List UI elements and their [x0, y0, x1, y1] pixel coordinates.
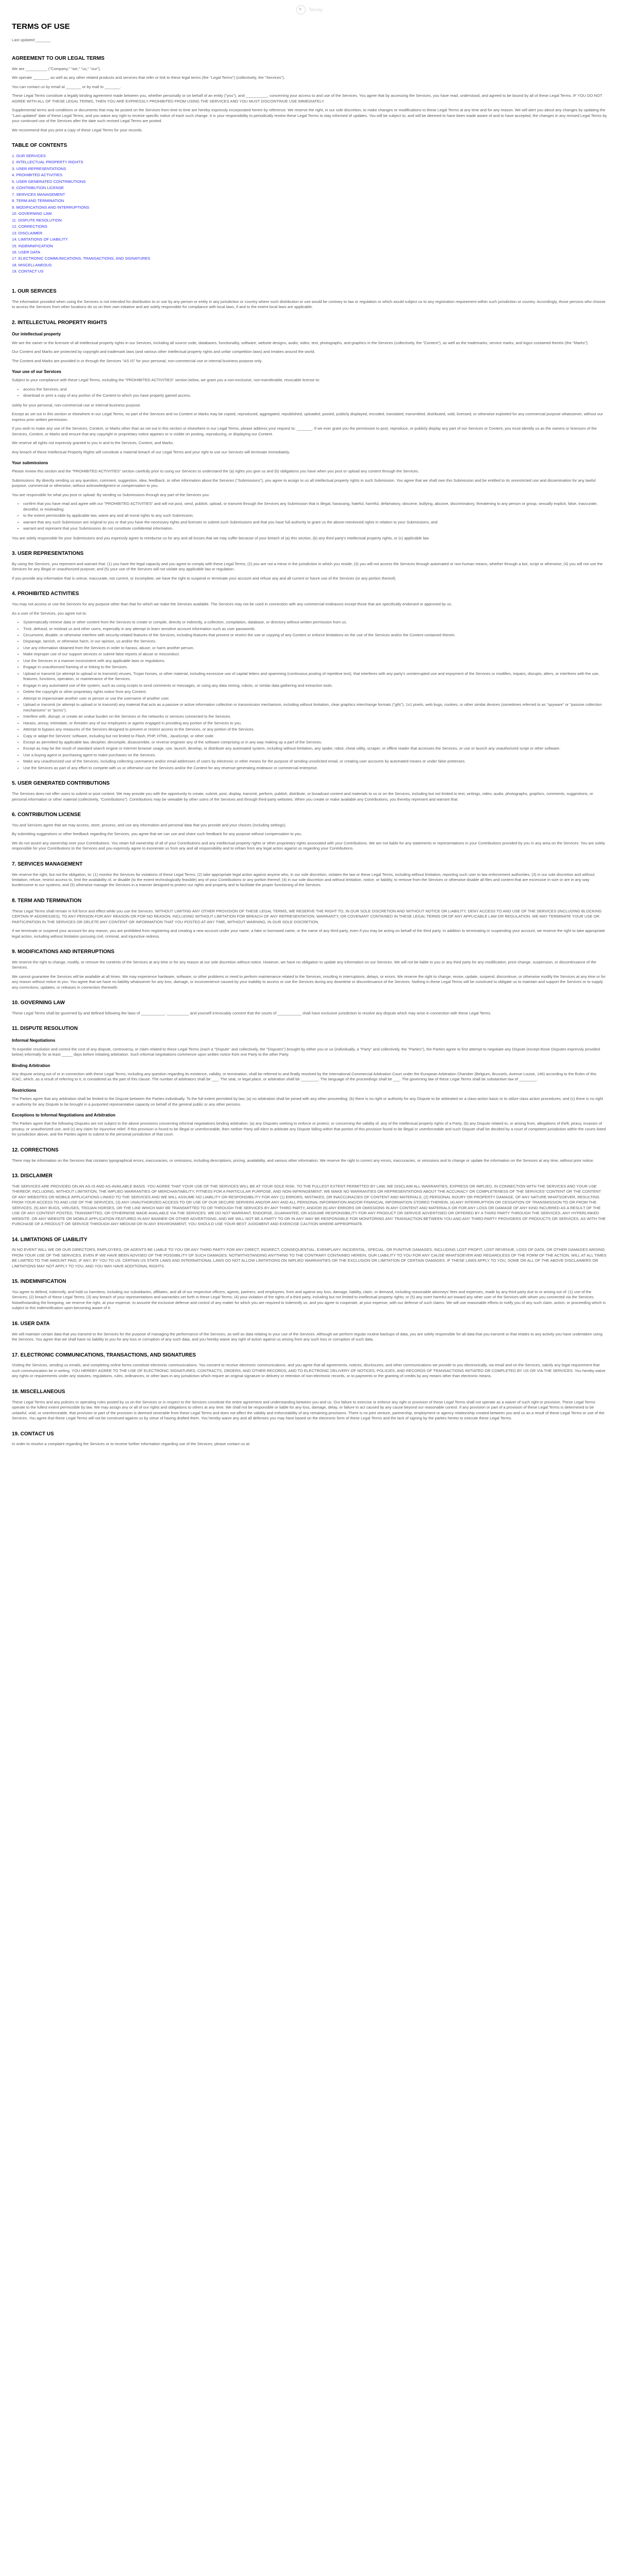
- toc-link[interactable]: 9. MODIFICATIONS AND INTERRUPTIONS: [12, 205, 90, 210]
- bullet-list: [12, 387, 607, 399]
- section-user-representations: [12, 550, 607, 581]
- section-heading: 17. ELECTRONIC COMMUNICATIONS, TRANSACTIONS, AND SIGNATURES: [12, 1352, 196, 1358]
- section-corrections: [12, 1147, 607, 1163]
- toc-link[interactable]: 10. GOVERNING LAW: [12, 211, 52, 216]
- paragraph: You and Services agree that we may access, store, process, and use any information and personal data that you provide and your choices (including settings).: [12, 822, 287, 827]
- list-item: • Engage in any automated use of the system, such as using scripts to send comments or messages, or using any data mining, robots, or similar data gathering and extraction tools.: [23, 683, 607, 688]
- list-item: • warrant and represent that your Submissions do not constitute confidential information.: [23, 526, 607, 531]
- paragraph: The Parties agree that the following Disputes are not subject to the above provisions concerning informal negotiations binding arbitration: (a) any Disputes seeking to enforce or protect, or concerning the validity of, any of the intellectual property rights of a Party; (b) any Dispute related to, or arising from, allegations of theft, piracy, invasion of privacy, or unauthorized use; and (c) any claim for injunctive relief. If this provision is found to be illegal or unenforceable, then neither Party will elect to arbitrate any Dispute falling within that portion of this provision found to be illegal or unenforceable and such Dispute shall be decided by a court of competent jurisdiction within the courts listed for jurisdiction above, and the Parties agree to submit to the personal jurisdiction of that court.: [12, 1121, 606, 1137]
- terms-document: [0, 22, 619, 1447]
- list-item: • Delete the copyright or other proprietary rights notice from any Content.: [23, 689, 607, 694]
- list-item: • download or print a copy of any portion of the Content to which you have properly gained access.: [23, 393, 607, 398]
- paragraph: If we terminate or suspend your account for any reason, you are prohibited from registering and creating a new account under your name, a fake or borrowed name, or the name of any third party, even if you may be acting on behalf of the third party. In addition to terminating or suspending your account, we reserve the right to take appropriate legal action, including without limitation pursuing civil, criminal, and injunctive redress.: [12, 928, 605, 939]
- paragraph: solely for your personal, non-commercial use or internal business purpose.: [12, 402, 141, 408]
- section-contribution-license: [12, 811, 607, 852]
- section-heading: 2. INTELLECTUAL PROPERTY RIGHTS: [12, 319, 107, 326]
- section-heading: 18. MISCELLANEOUS: [12, 1388, 65, 1395]
- paragraph: There may be information on the Services that contains typographical errors, inaccuracies, or omissions, including descriptions, pricing, availability, and various other information. We reserve the right to correct any errors, inaccuracies, or omissions and to change or update the information on the Services at any time, without prior notice.: [12, 1158, 594, 1163]
- section-heading: 8. TERM AND TERMINATION: [12, 897, 81, 904]
- list-item: • Attempt to impersonate another user or person or use the username of another user.: [23, 696, 607, 701]
- toc-link[interactable]: 7. SERVICES MANAGEMENT: [12, 192, 65, 197]
- paragraph: We recommend that you print a copy of these Legal Terms for your records.: [12, 127, 143, 132]
- list-item: • Use the Services as part of any effort to compete with us or otherwise use the Services and/or the Content for any revenue-generating endeavor or commercial enterprise.: [23, 766, 607, 771]
- last-updated: Last updated _______: [12, 37, 51, 42]
- list-item: • Attempt to bypass any measures of the Services designed to prevent or restrict access to the Services, or any portion of the Services.: [23, 727, 607, 732]
- paragraph: These Legal Terms shall remain in full force and effect while you use the Services. WITHOUT LIMITING ANY OTHER PROVISION OF THESE LEGAL TERMS, WE RESERVE THE RIGHT TO, IN OUR SOLE DISCRETION AND WITHOUT NOTICE OR LIABILITY, DENY ACCESS TO AND USE OF THE SERVICES (INCLUDING BLOCKING CERTAIN IP ADDRESSES), TO ANY PERSON FOR ANY REASON OR FOR NO REASON, INCLUDING WITHOUT LIMITATION FOR BREACH OF ANY REPRESENTATION, WARRANTY, OR COVENANT CONTAINED IN THESE LEGAL TERMS OR OF ANY APPLICABLE LAW OR REGULATION. WE MAY TERMINATE YOUR USE OR PARTICIPATION IN THE SERVICES OR DELETE ANY CONTENT OR INFORMATION THAT YOU POSTED AT ANY TIME, WITHOUT WARNING, IN OUR SOLE DISCRETION.: [12, 908, 602, 924]
- subheading: Informal Negotiations: [12, 1038, 56, 1043]
- section-user-contributions: [12, 780, 607, 802]
- section-term-termination: [12, 897, 607, 939]
- list-item: • Harass, annoy, intimidate, or threaten any of our employees or agents engaged in providing any portion of the Services to you.: [23, 721, 607, 726]
- subheading: Your use of our Services: [12, 369, 61, 375]
- section-miscellaneous: [12, 1388, 607, 1421]
- list-item: • Make improper use of our support services or submit false reports of abuse or misconduct.: [23, 652, 607, 657]
- list-item: • Make any unauthorized use of the Services, including collecting usernames and/or email addresses of users by electronic or other means for the purpose of sending unsolicited email, or creating user accounts by automated means or under false pretenses.: [23, 759, 607, 764]
- list-item: • Upload or transmit (or attempt to upload or to transmit) viruses, Trojan horses, or other material, including excessive use of capital letters and spamming (continuous posting of repetitive text), that interferes with any party's uninterrupted use and enjoyment of the Services or modifies, impairs, disrupts, alters, or interferes with the use, features, functions, operation, or maintenance of the Services.: [23, 671, 607, 682]
- section-heading: 6. CONTRIBUTION LICENSE: [12, 812, 81, 818]
- list-item: • Trick, defraud, or mislead us and other users, especially in any attempt to learn sensitive account information such as user passwords.: [23, 626, 607, 632]
- list-item: • Engage in unauthorized framing of or linking to the Services.: [23, 665, 607, 670]
- list-item: • to the extent permissible by applicable law, waive any and all moral rights to any such Submission;: [23, 513, 607, 518]
- list-item: • Use the Services in a manner inconsistent with any applicable laws or regulations.: [23, 658, 607, 664]
- toc-list: [12, 154, 607, 275]
- toc-link[interactable]: 4. PROHIBITED ACTIVITIES: [12, 173, 62, 178]
- list-item: • Copy or adapt the Services' software, including but not limited to Flash, PHP, HTML, JavaScript, or other code.: [23, 734, 607, 739]
- toc-link[interactable]: 3. USER REPRESENTATIONS: [12, 166, 66, 171]
- section-heading: 14. LIMITATIONS OF LIABILITY: [12, 1236, 88, 1243]
- section-heading: 13. DISCLAIMER: [12, 1173, 53, 1179]
- section-disclaimer: [12, 1173, 607, 1227]
- paragraph: We reserve the right to change, modify, or remove the contents of the Services at any time or for any reason at our sole discretion without notice. However, we have no obligation to update any information on our Services. We will not be liable to you or any third party for any modification, price change, suspension, or discontinuance of the Services.: [12, 959, 596, 970]
- paragraph: If you provide any information that is untrue, inaccurate, not current, or incomplete, we have the right to suspend or terminate your account and refuse any and all current or future use of the Services (or any portion thereof).: [12, 575, 396, 581]
- paragraph: You may not access or use the Services for any purpose other than that for which we make the Services available. The Services may not be used in connection with any commercial endeavors except those that are specifically endorsed or approved by us.: [12, 602, 453, 607]
- paragraph: You agree to defend, indemnify, and hold us harmless, including our subsidiaries, affiliates, and all of our respective officers, agents, partners, and employees, from and against any loss, damage, liability, claim, or demand, including reasonable attorneys' fees and expenses, made by any third party due to or arising out of: (1) use of the Services; (2) breach of these Legal Terms; (3) any breach of your representations and warranties set forth in these Legal Terms; (4) your violation of the rights of a third party, including but not limited to intellectual property rights; or (5) any overt harmful act toward any other user of the Services with whom you connected via the Services. Notwithstanding the foregoing, we reserve the right, at your expense, to assume the exclusive defense and control of any matter for which you are required to indemnify us, and you agree to cooperate, at your expense, with our defense of such claims. We will use reasonable efforts to notify you of any such claim, action, or proceeding which is subject to this indemnification upon becoming aware of it.: [12, 1290, 606, 1311]
- list-item: • Use any information obtained from the Services in order to harass, abuse, or harm another person.: [23, 646, 607, 651]
- paragraph: Please review this section and the "PROHIBITED ACTIVITIES" section carefully prior to using our Services to understand the (a) rights you give us and (b) obligations you have when you post or upload any content through the Services.: [12, 469, 420, 474]
- paragraph: The information provided when using the Services is not intended for distribution to or use by any person or entity in any jurisdiction or country where such distribution or use would be contrary to law or regulation or which would subject us to any registration requirement within such jurisdiction or country. Accordingly, those persons who choose to access the Services from other locations do so on their own initiative and are solely responsible for compliance with local laws, if and to the extent local laws are applicable.: [12, 299, 606, 310]
- paragraph: These Legal Terms constitute a legally binding agreement made between you, whether personally or on behalf of an entity ("you"), and __________, concerning your access to and use of the Services. You agree that by accessing the Services, you have read, understood, and agreed to be bound by all of these Legal Terms. IF YOU DO NOT AGREE WITH ALL OF THESE LEGAL TERMS, THEN YOU ARE EXPRESSLY PROHIBITED FROM USING THE SERVICES AND YOU MUST DISCONTINUE USE IMMEDIATELY.: [12, 93, 603, 104]
- list-item: • Upload or transmit (or attempt to upload or to transmit) any material that acts as a passive or active information collection or transmission mechanism, including without limitation, clear graphics interchange formats ("gifs"), 1x1 pixels, web bugs, cookies, or other similar devices (sometimes referred to as "spyware" or "passive collection mechanisms" or "pcms").: [23, 702, 607, 713]
- paragraph: We reserve all rights not expressly granted to you in and to the Services, Content, and Marks.: [12, 440, 174, 446]
- page-title: TERMS OF USE: [12, 22, 70, 31]
- toc-link[interactable]: 1. OUR SERVICES: [12, 153, 46, 158]
- section-heading: 19. CONTACT US: [12, 1431, 54, 1437]
- bullet-list: [12, 620, 607, 771]
- toc-heading: TABLE OF CONTENTS: [12, 143, 68, 149]
- list-item: • Interfere with, disrupt, or create an undue burden on the Services or the networks or services connected to the Services.: [23, 714, 607, 719]
- list-item: • Systematically retrieve data or other content from the Services to create or compile, directly or indirectly, a collection, compilation, database, or directory without written permission from us.: [23, 620, 607, 625]
- paragraph: In order to resolve a complaint regarding the Services or to receive further information regarding use of the Services, please contact us at:: [12, 1442, 250, 1447]
- paragraph: These Legal Terms and any policies or operating rules posted by us on the Services or in respect to the Services constitute the entire agreement and understanding between you and us. Our failure to exercise or enforce any right or provision of these Legal Terms shall not operate as a waiver of such right or provision. These Legal Terms operate to the fullest extent permissible by law. We may assign any or all of our rights and obligations to others at any time. We shall not be responsible or liable for any loss, damage, delay, or failure to act caused by any cause beyond our reasonable control. If any provision or part of a provision of these Legal Terms is determined to be unlawful, void, or unenforceable, that provision or part of the provision is deemed severable from these Legal Terms and does not affect the validity and enforceability of any remaining provisions. There is no joint venture, partnership, employment or agency relationship created between you and us as a result of these Legal Terms or use of the Services. You agree that these Legal Terms will not be construed against us by virtue of having drafted them. You hereby waive any and all defenses you may have based on the electronic form of these Legal Terms and the lack of signing by the parties hereto to execute these Legal Terms.: [12, 1399, 605, 1421]
- paragraph: If you wish to make any use of the Services, Content, or Marks other than as set out in this section or elsewhere in our Legal Terms, please address your request to: _______. If we ever grant you the permission to post, reproduce, or publicly display any part of our Services or Content, you must identify us as the owners or licensors of the Services, Content, or Marks and ensure that any copyright or proprietary notice appears or is visible on posting, reproducing, or displaying our Content.: [12, 426, 597, 436]
- section-prohibited-activities: [12, 590, 607, 771]
- paragraph: By using the Services, you represent and warrant that: (1) you have the legal capacity and you agree to comply with these Legal Terms; (2) you are not a minor in the jurisdiction in which you reside; (3) you will not access the Services through automated or non-human means, whether through a bot, script or otherwise; (4) you will not use the Services for any illegal or unauthorized purpose; and (5) your use of the Services will not violate any applicable law or regulation.: [12, 561, 603, 572]
- paragraph: To expedite resolution and control the cost of any dispute, controversy, or claim related to these Legal Terms (each a "Dispute" and collectively, the "Disputes") brought by either you or us (individually, a "Party" and collectively, the "Parties"), the Parties agree to first attempt to negotiate any Dispute (except those Disputes expressly provided below) informally for at least _____ days before initiating arbitration. Such informal negotiations commence upon written notice from one Party to the other Party.: [12, 1046, 600, 1057]
- paragraph: We operate _______, as well as any other related products and services that refer or link to these legal terms (the "Legal Terms") (collectively, the "Services").: [12, 75, 285, 80]
- section-heading: 4. PROHIBITED ACTIVITIES: [12, 591, 79, 597]
- paragraph: These Legal Terms shall be governed by and defined following the laws of ___________. __________ and yourself irrevocably consent that the courts of ___________ shall have exclusive jurisdiction to resolve any dispute which may arise in connection with these Legal Terms.: [12, 1011, 492, 1015]
- section-our-services: [12, 288, 607, 310]
- list-item: • confirm that you have read and agree with our "PROHIBITED ACTIVITIES" and will not post, send, publish, upload, or transmit through the Services any Submission that is illegal, harassing, hateful, harmful, defamatory, obscene, bullying, abusive, discriminatory, threatening to any person or group, sexually explicit, false, inaccurate, deceitful, or misleading;: [23, 501, 607, 512]
- paragraph: The Parties agree that any arbitration shall be limited to the Dispute between the Parties individually. To the full extent permitted by law, (a) no arbitration shall be joined with any other proceeding; (b) there is no right or authority for any Dispute to be arbitrated on a class-action basis or to utilize class action procedures; and (c) there is no right or authority for any Dispute to be brought in a purported representative capacity on behalf of the general public or any other persons.: [12, 1096, 603, 1107]
- paragraph: The Content and Marks are provided in or through the Services "AS IS" for your personal, non-commercial use or internal business purpose only.: [12, 358, 263, 363]
- toc-link[interactable]: 17. ELECTRONIC COMMUNICATIONS, TRANSACTIONS, AND SIGNATURES: [12, 256, 150, 261]
- section-modifications: [12, 948, 607, 990]
- section-heading: 3. USER REPRESENTATIONS: [12, 551, 84, 557]
- list-item: • Use a buying agent or purchasing agent to make purchases on the Services.: [23, 753, 607, 758]
- paragraph: We cannot guarantee the Services will be available at all times. We may experience hardware, software, or other problems or need to perform maintenance related to the Services, resulting in interruptions, delays, or errors. We reserve the right to change, revise, update, suspend, discontinue, or otherwise modify the Services at any time or for any reason without notice to you. You agree that we have no liability whatsoever for any loss, damage, or inconvenience caused by your inability to access or use the Services during any downtime or discontinuance of the Services. Nothing in these Legal Terms will be construed to obligate us to maintain and support the Services or to supply any corrections, updates, or releases in connection therewith.: [12, 974, 606, 990]
- toc-link[interactable]: 11. DISPUTE RESOLUTION: [12, 217, 62, 223]
- paragraph: Subject to your compliance with these Legal Terms, including the "PROHIBITED ACTIVITIES" section below, we grant you a non-exclusive, non-transferable, revocable license to:: [12, 378, 320, 383]
- termly-logo-icon: [296, 5, 306, 14]
- paragraph: You are solely responsible for your Submissions and you expressly agree to reimburse us for any and all losses that we may suffer because of your breach of (a) this section, (b) any third party's intellectual property rights, or (c) applicable law.: [12, 535, 430, 540]
- paragraph: We are __________ ("Company," "we," "us," "our").: [12, 66, 101, 71]
- paragraph: We do not assert any ownership over your Contributions. You retain full ownership of all of your Contributions and any intellectual property rights or other proprietary rights associated with your Contributions. We are not liable for any statements or representations in your Contributions provided by you in any area on the Services. You are solely responsible for your Contributions to the Services and you expressly agree to exonerate us from any and all responsibility and to refrain from any legal action against us regarding your Contributions.: [12, 840, 605, 851]
- toc-link[interactable]: 8. TERM AND TERMINATION: [12, 198, 64, 204]
- toc-link[interactable]: 15. INDEMNIFICATION: [12, 243, 53, 248]
- section-heading: 11. DISPUTE RESOLUTION: [12, 1026, 78, 1032]
- section-heading: 7. SERVICES MANAGEMENT: [12, 861, 83, 867]
- brand-name: Termly: [309, 7, 323, 12]
- top-brand-bar: [0, 0, 619, 20]
- section-electronic-communications: [12, 1352, 607, 1379]
- section-heading: 16. USER DATA: [12, 1320, 50, 1327]
- section-heading: 9. MODIFICATIONS AND INTERRUPTIONS: [12, 949, 114, 955]
- toc-link[interactable]: 14. LIMITATIONS OF LIABILITY: [12, 237, 68, 242]
- toc-link[interactable]: 18. MISCELLANEOUS: [12, 262, 52, 267]
- list-item: • Disparage, tarnish, or otherwise harm, in our opinion, us and/or the Services.: [23, 639, 607, 644]
- list-item: • warrant that any such Submission are original to you or that you have the necessary rights and licenses to submit such Submissions and that you have full authority to grant us the above-mentioned rights in relation to your Submissions; and: [23, 520, 607, 525]
- toc-link[interactable]: 6. CONTRIBUTION LICENSE: [12, 185, 64, 191]
- paragraph: As a user of the Services, you agree not to:: [12, 611, 87, 616]
- paragraph: We reserve the right, but not the obligation, to: (1) monitor the Services for violations of these Legal Terms; (2) take appropriate legal action against anyone who, in our sole discretion, violates the law or these Legal Terms, including without limitation, reporting such user to law enforcement authorities; (3) in our sole discretion and without limitation, refuse, restrict access to, limit the availability of, or disable (to the extent technologically feasible) any of your Contributions or any portion thereof; (4) in our sole discretion and without limitation, notice, or liability, to remove from the Services or otherwise disable all files and content that are excessive in size or are in any way burdensome to our systems; and (5) otherwise manage the Services in a manner designed to protect our rights and property and to facilitate the proper functioning of the Services.: [12, 872, 595, 888]
- section-limitations-liability: [12, 1236, 607, 1269]
- section-intellectual-property: [12, 319, 607, 541]
- list-item: • access the Services; and: [23, 387, 607, 392]
- section-heading: 12. CORRECTIONS: [12, 1147, 59, 1153]
- toc-link[interactable]: 13. DISCLAIMER: [12, 230, 43, 235]
- paragraph: Any dispute arising out of or in connection with these Legal Terms, including any question regarding its existence, validity, or termination, shall be referred to and finally resolved by the International Commercial Arbitration Court under the European Arbitration Chamber (Belgium, Brussels, Avenue Louise, 146) according to the Rules of this ICAC, which, as a result of referring to it, is considered as the part of this clause. The number of arbitrators shall be ___. The seat, or legal place, or arbitration shall be ________. The language of the proceedings shall be ___. The governing law of these Legal Terms shall be substantive law of ________.: [12, 1071, 597, 1082]
- toc-link[interactable]: 16. USER DATA: [12, 250, 40, 255]
- subheading: Exceptions to Informal Negotiations and Arbitration: [12, 1113, 115, 1118]
- paragraph: Supplemental terms and conditions or documents that may be posted on the Services from time to time are hereby expressly incorporated herein by reference. We reserve the right, in our sole discretion, to make changes or modifications to these Legal Terms at any time and for any reason. We will alert you about any changes by updating the "Last updated" date of these Legal Terms, and you waive any right to receive specific notice of each such change. It is your responsibility to periodically review these Legal Terms to stay informed of updates. You will be subject to, and will be deemed to have been made aware of and to have accepted, the changes in any revised Legal Terms by your continued use of the Services after the date such revised Legal Terms are posted.: [12, 108, 607, 124]
- subheading: Binding Arbitration: [12, 1063, 51, 1068]
- section-services-management: [12, 861, 607, 888]
- paragraph: The Services does not offer users to submit or post content. We may provide you with the opportunity to create, submit, post, display, transmit, perform, publish, distribute, or broadcast content and materials to us or on the Services, including but not limited to text, writings, video, audio, photographs, graphics, comments, suggestions, or personal information or other material (collectively, "Contributions"). Contributions may be viewable by other users of the Services and through third-party websites. When you create or make available any Contributions, you thereby represent and warrant that:: [12, 791, 593, 802]
- section-user-data: [12, 1320, 607, 1343]
- paragraph: THE SERVICES ARE PROVIDED ON AN AS-IS AND AS-AVAILABLE BASIS. YOU AGREE THAT YOUR USE OF THE SERVICES WILL BE AT YOUR SOLE RISK. TO THE FULLEST EXTENT PERMITTED BY LAW, WE DISCLAIM ALL WARRANTIES, EXPRESS OR IMPLIED, IN CONNECTION WITH THE SERVICES AND YOUR USE THEREOF, INCLUDING, WITHOUT LIMITATION, THE IMPLIED WARRANTIES OF MERCHANTABILITY, FITNESS FOR A PARTICULAR PURPOSE, AND NON-INFRINGEMENT. WE MAKE NO WARRANTIES OR REPRESENTATIONS ABOUT THE ACCURACY OR COMPLETENESS OF THE SERVICES' CONTENT OR THE CONTENT OF ANY WEBSITES OR MOBILE APPLICATIONS LINKED TO THE SERVICES AND WE WILL ASSUME NO LIABILITY OR RESPONSIBILITY FOR ANY (1) ERRORS, MISTAKES, OR INACCURACIES OF CONTENT AND MATERIALS, (2) PERSONAL INJURY OR PROPERTY DAMAGE, OF ANY NATURE WHATSOEVER, RESULTING FROM YOUR ACCESS TO AND USE OF THE SERVICES, (3) ANY UNAUTHORIZED ACCESS TO OR USE OF OUR SECURE SERVERS AND/OR ANY AND ALL PERSONAL INFORMATION AND/OR FINANCIAL INFORMATION STORED THEREIN, (4) ANY INTERRUPTION OR CESSATION OF TRANSMISSION TO OR FROM THE SERVICES, (5) ANY BUGS, VIRUSES, TROJAN HORSES, OR THE LIKE WHICH MAY BE TRANSMITTED TO OR THROUGH THE SERVICES BY ANY THIRD PARTY, AND/OR (6) ANY ERRORS OR OMISSIONS IN ANY CONTENT AND MATERIALS OR FOR ANY LOSS OR DAMAGE OF ANY KIND INCURRED AS A RESULT OF THE USE OF ANY CONTENT POSTED, TRANSMITTED, OR OTHERWISE MADE AVAILABLE VIA THE SERVICES. WE DO NOT WARRANT, ENDORSE, GUARANTEE, OR ASSUME RESPONSIBILITY FOR ANY PRODUCT OR SERVICE ADVERTISED OR OFFERED BY A THIRD PARTY THROUGH THE SERVICES, ANY HYPERLINKED WEBSITE, OR ANY WEBSITE OR MOBILE APPLICATION FEATURED IN ANY BANNER OR OTHER ADVERTISING, AND WE WILL NOT BE A PARTY TO OR IN ANY WAY BE RESPONSIBLE FOR MONITORING ANY TRANSACTION BETWEEN YOU AND ANY THIRD-PARTY PROVIDERS OF PRODUCTS OR SERVICES. AS WITH THE PURCHASE OF A PRODUCT OR SERVICE THROUGH ANY MEDIUM OR IN ANY ENVIRONMENT, YOU SHOULD USE YOUR BEST JUDGMENT AND EXERCISE CAUTION WHERE APPROPRIATE.: [12, 1183, 606, 1227]
- paragraph: You are responsible for what you post or upload: By sending us Submissions through any part of the Services you:: [12, 492, 210, 497]
- toc-link[interactable]: 5. USER GENERATED CONTRIBUTIONS: [12, 179, 86, 184]
- paragraph: Except as set out in this section or elsewhere in our Legal Terms, no part of the Services and no Content or Marks may be copied, reproduced, aggregated, republished, uploaded, posted, publicly displayed, encoded, translated, transmitted, distributed, sold, licensed, or otherwise exploited for any commercial purpose whatsoever, without our express prior written permission.: [12, 412, 603, 422]
- section-agreement: [12, 55, 607, 133]
- list-item: • Circumvent, disable, or otherwise interfere with security-related features of the Services, including features that prevent or restrict the use or copying of any Content or enforce limitations on the use of the Services and/or the Content contained therein.: [23, 633, 607, 638]
- section-heading: 1. OUR SERVICES: [12, 288, 57, 294]
- section-heading: 5. USER GENERATED CONTRIBUTIONS: [12, 781, 110, 787]
- table-of-contents: [12, 142, 607, 275]
- section-contact-us: [12, 1431, 607, 1447]
- paragraph: You can contact us by email at _______ or by mail to _______.: [12, 84, 121, 89]
- section-dispute-resolution: [12, 1025, 607, 1137]
- bullet-list: [12, 501, 607, 531]
- section-indemnification: [12, 1278, 607, 1311]
- list-item: • Except as permitted by applicable law, decipher, decompile, disassemble, or reverse engineer any of the software comprising or in any way making up a part of the Services.: [23, 740, 607, 745]
- paragraph: Submissions: By directly sending us any question, comment, suggestion, idea, feedback, or other information about the Services ("Submissions"), you agree to assign to us all intellectual property rights in such Submission. You agree that we shall own this Submission and be entitled to its unrestricted use and dissemination for any lawful purpose, commercial or otherwise, without acknowledgment or compensation to you.: [12, 478, 596, 488]
- paragraph: Any breach of these Intellectual Property Rights will constitute a material breach of our Legal Terms and your right to use our Services will terminate immediately.: [12, 449, 290, 454]
- paragraph: Visiting the Services, sending us emails, and completing online forms constitute electronic communications. You consent to receive electronic communications, and you agree that all agreements, notices, disclosures, and other communications we provide to you electronically, via email and on the Services, satisfy any legal requirement that such communication be in writing. YOU HEREBY AGREE TO THE USE OF ELECTRONIC SIGNATURES, CONTRACTS, ORDERS, AND OTHER RECORDS, AND TO ELECTRONIC DELIVERY OF NOTICES, POLICIES, AND RECORDS OF TRANSACTIONS INITIATED OR COMPLETED BY US OR VIA THE SERVICES. You hereby waive any rights or requirements under any statutes, regulations, rules, ordinances, or other laws in any jurisdiction which require an original signature or delivery or retention of non-electronic records, or to payments or the granting of credits by any means other than electronic means.: [12, 1363, 606, 1379]
- subheading: Our intellectual property: [12, 332, 61, 337]
- toc-link[interactable]: 19. CONTACT US: [12, 269, 44, 274]
- paragraph: By submitting suggestions or other feedback regarding the Services, you agree that we can use and share such feedback for any purpose without compensation to you.: [12, 832, 303, 837]
- toc-link[interactable]: 12. CORRECTIONS: [12, 224, 47, 229]
- paragraph: We are the owner or the licensee of all intellectual property rights in our Services, including all source code, databases, functionality, software, website designs, audio, video, text, photographs, and graphics in the Services (collectively, the "Content"), as well as the trademarks, service marks, and logos contained therein (the "Marks").: [12, 340, 589, 345]
- section-governing-law: [12, 999, 607, 1016]
- paragraph: We will maintain certain data that you transmit to the Services for the purpose of managing the performance of the Services, as well as data relating to your use of the Services. Although we perform regular routine backups of data, you are solely responsible for all data that you transmit or that relates to any activity you have undertaken using the Services. You agree that we shall have no liability to you for any loss or corruption of any such data, and you hereby waive any right of action against us arising from any such loss or corruption of such data.: [12, 1331, 603, 1342]
- paragraph: Our Content and Marks are protected by copyright and trademark laws (and various other intellectual property rights and unfair competition laws) and treaties around the world.: [12, 349, 315, 354]
- toc-link[interactable]: 2. INTELLECTUAL PROPERTY RIGHTS: [12, 160, 83, 165]
- subheading: Your submissions: [12, 461, 48, 466]
- paragraph: IN NO EVENT WILL WE OR OUR DIRECTORS, EMPLOYEES, OR AGENTS BE LIABLE TO YOU OR ANY THIRD PARTY FOR ANY DIRECT, INDIRECT, CONSEQUENTIAL, EXEMPLARY, INCIDENTAL, SPECIAL, OR PUNITIVE DAMAGES, INCLUDING LOST PROFIT, LOST REVENUE, LOSS OF DATA, OR OTHER DAMAGES ARISING FROM YOUR USE OF THE SERVICES, EVEN IF WE HAVE BEEN ADVISED OF THE POSSIBILITY OF SUCH DAMAGES. NOTWITHSTANDING ANYTHING TO THE CONTRARY CONTAINED HEREIN, OUR LIABILITY TO YOU FOR ANY CAUSE WHATSOEVER AND REGARDLESS OF THE FORM OF THE ACTION, WILL AT ALL TIMES BE LIMITED TO THE AMOUNT PAID, IF ANY, BY YOU TO US. CERTAIN US STATE LAWS AND INTERNATIONAL LAWS DO NOT ALLOW LIMITATIONS ON IMPLIED WARRANTIES OR THE EXCLUSION OR LIMITATION OF CERTAIN DAMAGES. IF THESE LAWS APPLY TO YOU, SOME OR ALL OF THE ABOVE DISCLAIMERS OR LIMITATIONS MAY NOT APPLY TO YOU, AND YOU MAY HAVE ADDITIONAL RIGHTS.: [12, 1247, 607, 1268]
- list-item: • Except as may be the result of standard search engine or Internet browser usage, use, launch, develop, or distribute any automated system, including without limitation, any spider, robot, cheat utility, scraper, or offline reader that accesses the Services, or use or launch any unauthorized script or other software.: [23, 746, 607, 751]
- section-heading: AGREEMENT TO OUR LEGAL TERMS: [12, 56, 105, 62]
- section-heading: 15. INDEMNIFICATION: [12, 1279, 66, 1285]
- section-heading: 10. GOVERNING LAW: [12, 1000, 65, 1006]
- subheading: Restrictions: [12, 1088, 37, 1093]
